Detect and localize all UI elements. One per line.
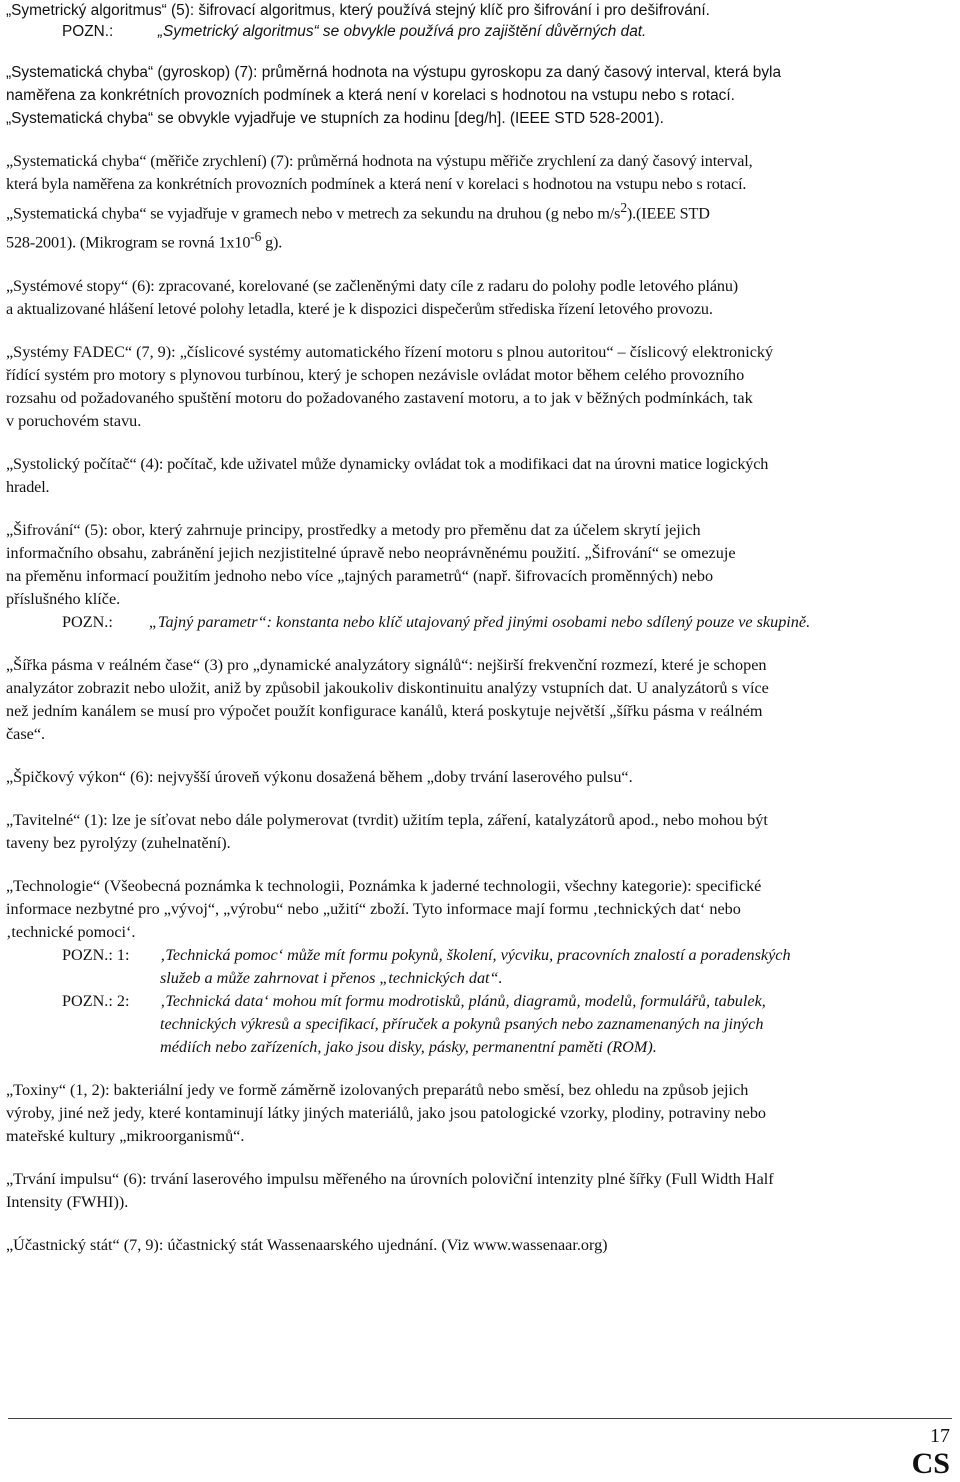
definition-line: „Systematická chyba“ (gyroskop) (7): průměrná hodnota na výstupu gyroskopu za daný časový interval, která byla bbox=[6, 64, 782, 81]
definition-technology bbox=[6, 875, 952, 1059]
definition-symmetric-algorithm bbox=[6, 0, 952, 42]
note-line: ‚Technická pomoc‘ může mít formu pokynů, školení, výcviku, pracovních znalostí a poradenských bbox=[160, 945, 791, 964]
definition-pulse-duration bbox=[6, 1168, 952, 1214]
text-run: 528-2001). (Mikrogram se rovná 1x10 bbox=[6, 233, 251, 252]
definition-line: „Technologie“ (Všeobecná poznámka k technologii, Poznámka k jaderné technologii, všechny kategorie): specifické bbox=[6, 876, 762, 895]
definition-line: hradel. bbox=[6, 477, 50, 496]
definition-line: a aktualizované hlášení letové polohy letadla, které je k dispozici dispečerům střediska řízení letového provozu. bbox=[6, 299, 713, 318]
definition-line: taveny bez pyrolýzy (zuhelnatění). bbox=[6, 833, 231, 852]
note-line: služeb a může zahrnovat i přenos „technických dat“. bbox=[160, 968, 503, 987]
definition-systematic-error-accelerometer bbox=[6, 150, 952, 255]
definition-systematic-error-gyro bbox=[6, 61, 952, 130]
definition-note bbox=[6, 611, 952, 634]
definition-line bbox=[6, 225, 952, 254]
definition-line: naměřena za konkrétních provozních podmínek a která není v korelaci s hodnotou na vstupu nebo s rotací. bbox=[6, 87, 735, 104]
definition-line: „Trvání impulsu“ (6): trvání laserového impulsu měřeného na úrovních poloviční intenzity plné šířky (Full Width Half bbox=[6, 1169, 774, 1188]
definition-line: která byla naměřena za konkrétních provozních podmínek a která není v korelaci s hodnotou na vstupu nebo s rotací. bbox=[6, 175, 747, 193]
note-text: „Tajný parametr“: konstanta nebo klíč utajovaný před jinými osobami nebo sdílený pouze ve skupině. bbox=[148, 612, 811, 631]
note-text: „Symetrický algoritmus“ se obvykle používá pro zajištění důvěrných dat. bbox=[157, 23, 647, 40]
note-body bbox=[160, 944, 952, 990]
definition-line: příslušného klíče. bbox=[6, 589, 121, 608]
note-label: POZN.: 1: bbox=[62, 945, 130, 964]
note-label: POZN.: bbox=[62, 612, 113, 631]
definition-encryption bbox=[6, 519, 952, 634]
text-run: g). bbox=[261, 233, 283, 252]
definition-line bbox=[6, 196, 952, 225]
definition-line: rozsahu od požadovaného spuštění motoru do požadovaného zastavení motoru, a to jak v běžných podmínkách, tak bbox=[6, 388, 753, 407]
page-number: 17 bbox=[930, 1425, 950, 1447]
definition-line: na přeměnu informací použitím jednoho nebo více „tajných parametrů“ (např. šifrovacích proměnných) nebo bbox=[6, 566, 714, 585]
language-code: CS bbox=[911, 1447, 950, 1480]
definition-line: „Systémy FADEC“ (7, 9): „číslicové systémy automatického řízení motoru s plnou autoritou“ – číslicový elektronický bbox=[6, 342, 774, 361]
definition-line: v poruchovém stavu. bbox=[6, 411, 142, 430]
definition-line: „Systematická chyba“ (měřiče zrychlení) (7): průměrná hodnota na výstupu měřiče zrychlení za daný časový interval, bbox=[6, 152, 753, 170]
definition-peak-power bbox=[6, 766, 952, 789]
definition-line: mateřské kultury „mikroorganismů“. bbox=[6, 1126, 245, 1145]
definition-fusible bbox=[6, 809, 952, 855]
definition-line: „Toxiny“ (1, 2): bakteriální jedy ve formě záměrně izolovaných preparátů nebo směsí, bez ohledu na způsob jejich bbox=[6, 1080, 749, 1099]
text-run: „Systematická chyba“ se vyjadřuje v gramech nebo v metrech za sekundu na druhou (g nebo m/s bbox=[6, 204, 621, 223]
note-body bbox=[160, 990, 952, 1059]
definition-line: „Tavitelné“ (1): lze je síťovat nebo dále polymerovat (tvrdit) užitím tepla, záření, katalyzátorů apod., nebo mohou být bbox=[6, 810, 768, 829]
definition-participating-state bbox=[6, 1234, 952, 1257]
note-line: ‚Technická data‘ mohou mít formu modrotisků, plánů, diagramů, modelů, formulářů, tabulek, bbox=[160, 991, 766, 1010]
note-line: médiích nebo zařízeních, jako jsou disky, pásky, permanentní paměti (ROM). bbox=[160, 1037, 657, 1056]
definition-line: ‚technické pomoci‘. bbox=[6, 922, 136, 941]
definition-line: „Šifrování“ (5): obor, který zahrnuje principy, prostředky a metody pro přeměnu dat za účelem skrytí jejich bbox=[6, 520, 701, 539]
definition-line: „Systolický počítač“ (4): počítač, kde uživatel může dynamicky ovládat tok a modifikaci dat na úrovni matice logických bbox=[6, 454, 769, 473]
definition-real-time-bandwidth bbox=[6, 654, 952, 746]
definition-line: než jedním kanálem se musí pro výpočet použít konfigurace kanálů, která poskytuje největší „šířku pásma v reálném bbox=[6, 701, 763, 720]
definition-line: analyzátor zobrazit nebo uložit, aniž by způsobil jakoukoliv diskontinuitu analýzy vstupních dat. U analyzátorů s více bbox=[6, 678, 769, 697]
note-line: technických výkresů a specifikací, příruček a pokynů psaných nebo zaznamenaných na jiných bbox=[160, 1014, 764, 1033]
definition-line: „Špičkový výkon“ (6): nejvyšší úroveň výkonu dosažená během „doby trvání laserového pulsu“. bbox=[6, 767, 633, 786]
definition-line: řídící systém pro motory s plynovou turbínou, který je schopen nezávisle ovládat motor během celého provozního bbox=[6, 365, 745, 384]
superscript: 2 bbox=[620, 200, 627, 215]
definition-line: „Systematická chyba“ se obvykle vyjadřuje ve stupních za hodinu [deg/h]. (IEEE STD 528-2001). bbox=[6, 110, 664, 127]
definition-text: „Symetrický algoritmus“ (5): šifrovací algoritmus, který používá stejný klíč pro šifrování i pro dešifrování. bbox=[6, 2, 710, 19]
definition-note-2 bbox=[6, 990, 952, 1059]
definition-note-1 bbox=[6, 944, 952, 990]
definition-line: „Účastnický stát“ (7, 9): účastnický stát Wassenaarského ujednání. (Viz www.wassenaar.org) bbox=[6, 1235, 608, 1254]
definition-note bbox=[6, 21, 952, 42]
note-label: POZN.: bbox=[62, 23, 114, 40]
text-run: ).(IEEE STD bbox=[626, 204, 710, 223]
definition-line: „Šířka pásma v reálném čase“ (3) pro „dynamické analyzátory signálů“: nejširší frekvenční rozmezí, které je schopen bbox=[6, 655, 767, 674]
definition-line: „Systémové stopy“ (6): zpracované, korelované (se začleněnými daty cíle z radaru do polohy podle letového plánu) bbox=[6, 276, 739, 295]
definition-line: informace nezbytné pro „vývoj“, „výrobu“ nebo „užití“ zboží. Tyto informace mají formu ‚technických dat‘ nebo bbox=[6, 899, 741, 918]
definition-fadec-systems bbox=[6, 341, 952, 433]
definition-toxins bbox=[6, 1079, 952, 1148]
definition-line: informačního obsahu, zabránění jejich nezjistitelné úpravě nebo neoprávněnému použití. „Šifrování“ se omezuje bbox=[6, 543, 736, 562]
definition-system-tracks bbox=[6, 275, 952, 321]
note-label: POZN.: 2: bbox=[62, 991, 130, 1010]
superscript: -6 bbox=[250, 229, 262, 245]
definition-line: výroby, jiné než jedy, které kontaminují látky jiných materiálů, jako jsou patologické vzorky, plodiny, potraviny nebo bbox=[6, 1103, 767, 1122]
footer-divider bbox=[8, 1418, 952, 1419]
definition-line: čase“. bbox=[6, 724, 46, 743]
definition-systolic-computer bbox=[6, 453, 952, 499]
definition-line: Intensity (FWHI)). bbox=[6, 1192, 129, 1211]
